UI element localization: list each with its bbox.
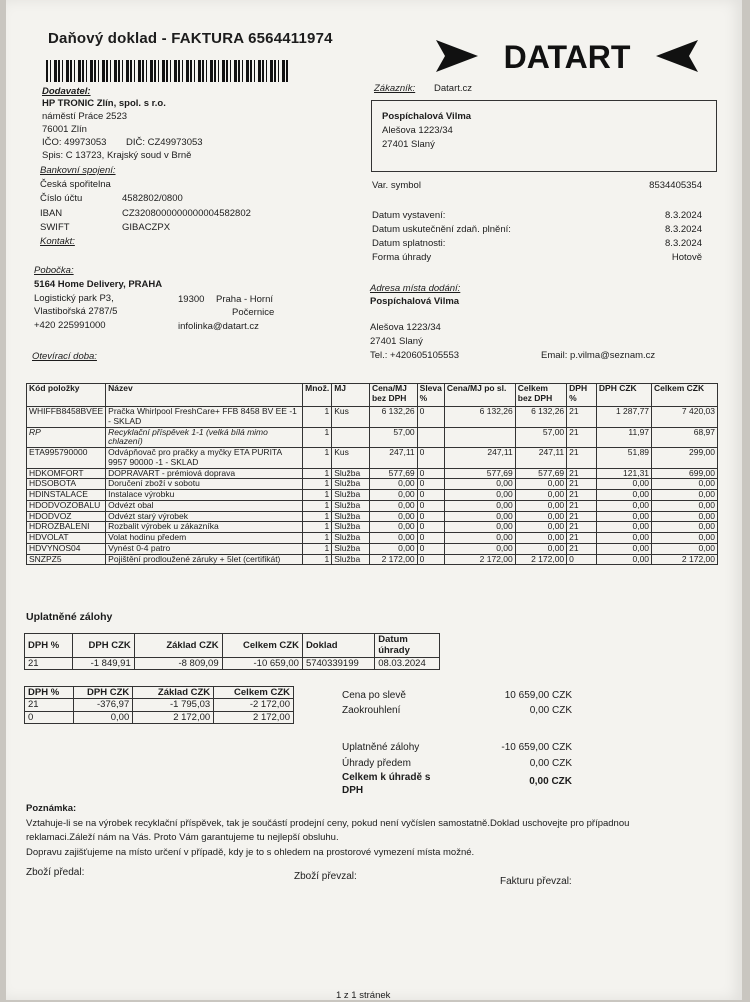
table-cell: 0	[417, 490, 444, 501]
table-cell: 0,00	[515, 522, 566, 533]
items-body	[27, 407, 718, 565]
total-label-1: Celkem k úhradě s	[342, 772, 431, 783]
vat-cell: 2 172,00	[214, 711, 294, 723]
table-cell: 0,00	[596, 490, 651, 501]
table-cell: HDKOMFORT	[27, 468, 106, 479]
table-cell: 0,00	[596, 522, 651, 533]
table-cell: 1	[303, 511, 332, 522]
table-row	[27, 448, 718, 469]
branch-name: 5164 Home Delivery, PRAHA	[34, 279, 163, 290]
bank-iban-label: IBAN	[40, 208, 63, 219]
delivery-label: Adresa místa dodání:	[370, 283, 461, 294]
table-cell: 0,00	[369, 500, 417, 511]
table-cell: 0	[417, 448, 444, 469]
paid-label: Úhrady předem	[342, 758, 411, 769]
notes-line3: Dopravu zajišťujeme na místo určení v případě, kdy je to s ohledem na prostorové vymezení místa možné.	[26, 847, 475, 858]
table-cell: 0,00	[369, 511, 417, 522]
table-row	[27, 479, 718, 490]
table-cell: 0,00	[444, 500, 515, 511]
customer-street: Alešova 1223/34	[382, 125, 453, 136]
table-cell: 0,00	[515, 479, 566, 490]
table-cell: 1	[303, 490, 332, 501]
deposit-cell: -8 809,09	[134, 657, 222, 669]
items-header-cell: Název	[106, 384, 303, 407]
deposits-header: DPH %	[25, 634, 73, 658]
branch-label: Pobočka:	[34, 265, 74, 276]
due-label: Datum splatnosti:	[372, 238, 446, 249]
table-cell: HDODVOZ	[27, 511, 106, 522]
branch-zip: 19300	[178, 294, 205, 305]
customer-address-box	[371, 100, 717, 172]
barcode	[46, 60, 288, 82]
vat-header: Celkem CZK	[214, 687, 294, 699]
applied-deposits-value: -10 659,00 CZK	[501, 742, 572, 753]
vat-cell: 2 172,00	[133, 711, 214, 723]
table-row	[27, 543, 718, 554]
table-cell: 21	[567, 543, 597, 554]
table-cell: 0,00	[515, 490, 566, 501]
goods-handed-label: Zboží předal:	[26, 867, 85, 878]
table-cell: 0,00	[515, 500, 566, 511]
table-cell: 299,00	[652, 448, 718, 469]
delivery-name: Pospíchalová Vilma	[370, 296, 460, 307]
deposits-header: DPH CZK	[73, 634, 134, 658]
vat-cell: 21	[25, 699, 74, 711]
bank-account: 4582802/0800	[122, 193, 183, 204]
table-cell: 0,00	[444, 522, 515, 533]
branch-city1: Praha - Horní	[216, 294, 274, 305]
customer-name: Pospíchalová Vilma	[382, 111, 472, 122]
customer-label: Zákazník:	[374, 83, 416, 94]
deposit-cell: 5740339199	[302, 657, 374, 669]
vat-cell: 0	[25, 711, 74, 723]
paid-value: 0,00 CZK	[529, 758, 572, 769]
deposits-row	[25, 657, 440, 669]
page-count: 1 z 1 stránek	[336, 990, 391, 1001]
table-cell	[332, 427, 370, 448]
table-cell: Kus	[332, 448, 370, 469]
table-cell: 121,31	[596, 468, 651, 479]
table-cell: 0,00	[596, 543, 651, 554]
notes-label: Poznámka:	[26, 803, 77, 814]
applied-deposits-label: Uplatněné zálohy	[342, 742, 420, 753]
notes-line1: Vztahuje-li se na výrobek recyklační příspěvek, tak je součástí prodejní ceny, pokud není vyčíslen samostatně.Doklad uschovejte pro případnou	[26, 818, 630, 829]
items-header-cell: DPH %	[567, 384, 597, 407]
table-cell: Instalace výrobku	[106, 490, 303, 501]
table-row	[27, 468, 718, 479]
table-cell: 1	[303, 533, 332, 544]
table-cell: 6 132,26	[369, 407, 417, 428]
table-cell: 68,97	[652, 427, 718, 448]
delivery-street: Alešova 1223/34	[370, 322, 441, 333]
table-cell: 21	[567, 511, 597, 522]
vat-header: DPH %	[25, 687, 74, 699]
table-cell: 577,69	[515, 468, 566, 479]
supplier-street: náměstí Práce 2523	[42, 111, 128, 122]
table-cell: 247,11	[369, 448, 417, 469]
table-cell: Služba	[332, 554, 370, 565]
table-cell: Pojištění prodloužené záruky + 5let (certifikát)	[106, 554, 303, 565]
table-row	[27, 407, 718, 428]
table-cell: 0,00	[444, 479, 515, 490]
table-cell: 1	[303, 522, 332, 533]
bank-iban: CZ3208000000000004582802	[122, 208, 251, 219]
table-cell: 2 172,00	[444, 554, 515, 565]
branch-city2: Počernice	[232, 307, 275, 318]
table-cell: 0,00	[652, 511, 718, 522]
table-cell: 0,00	[652, 500, 718, 511]
table-cell: Služba	[332, 490, 370, 501]
table-cell: Recyklační příspěvek 1-1 (velká bílá mimo chlazení)	[106, 427, 303, 448]
table-cell: 2 172,00	[369, 554, 417, 565]
table-cell: 0,00	[652, 533, 718, 544]
bank-swift: GIBACZPX	[122, 222, 171, 233]
var-symbol: 8534405354	[649, 180, 702, 191]
table-cell: 0,00	[652, 479, 718, 490]
table-cell: 1	[303, 479, 332, 490]
invoice-title: Daňový doklad - FAKTURA 6564411974	[48, 30, 333, 47]
table-cell: HDVOLAT	[27, 533, 106, 544]
table-cell: 0,00	[652, 490, 718, 501]
table-row	[27, 427, 718, 448]
table-cell: 0,00	[369, 522, 417, 533]
table-cell: Odvézt obal	[106, 500, 303, 511]
table-cell: 0,00	[652, 522, 718, 533]
vat-cell: -376,97	[73, 699, 132, 711]
table-cell: 21	[567, 533, 597, 544]
supplier-register: Spis: C 13723, Krajský soud v Brně	[42, 150, 192, 161]
table-cell: 0,00	[596, 479, 651, 490]
table-cell: SNZPZ5	[27, 554, 106, 565]
table-cell: 0	[417, 543, 444, 554]
table-cell: 247,11	[444, 448, 515, 469]
table-cell: 699,00	[652, 468, 718, 479]
invoice-paper	[6, 0, 742, 1000]
table-cell: 0,00	[652, 543, 718, 554]
items-header-cell: DPH CZK	[596, 384, 651, 407]
table-cell: ETA995790000	[27, 448, 106, 469]
table-cell: 1	[303, 543, 332, 554]
items-table	[26, 383, 718, 565]
bank-swift-label: SWIFT	[40, 222, 70, 233]
table-cell: 0	[417, 522, 444, 533]
table-cell: Volat hodinu předem	[106, 533, 303, 544]
table-cell: Služba	[332, 500, 370, 511]
after-discount-label: Cena po slevě	[342, 690, 406, 701]
deposits-header: Doklad	[302, 634, 374, 658]
vat-cell: 0,00	[73, 711, 132, 723]
table-cell: 0,00	[369, 543, 417, 554]
items-header-cell: Cena/MJ po sl.	[444, 384, 515, 407]
table-cell: 57,00	[369, 427, 417, 448]
items-header-cell: Celkem bez DPH	[515, 384, 566, 407]
notes-line2: reklamaci.Záleží nám na Vás. Proto Vám garantujeme tu nejlepší obsluhu.	[26, 832, 339, 843]
supplier-dic: DIČ: CZ49973053	[126, 137, 203, 148]
due-date: 8.3.2024	[665, 238, 702, 249]
table-cell: Služba	[332, 511, 370, 522]
table-cell: Kus	[332, 407, 370, 428]
items-header-cell: Cena/MJ bez DPH	[369, 384, 417, 407]
branch-phone: +420 225991000	[34, 320, 106, 331]
vat-row	[25, 699, 294, 711]
table-cell: 0	[417, 511, 444, 522]
bank-name: Česká spořitelna	[40, 179, 111, 190]
customer-city: 27401 Slaný	[382, 139, 435, 150]
table-cell: Rozbalit výrobek u zákazníka	[106, 522, 303, 533]
table-cell: Doručení zboží v sobotu	[106, 479, 303, 490]
table-cell: Služba	[332, 479, 370, 490]
table-cell: Vynést 0-4 patro	[106, 543, 303, 554]
table-cell: 11,97	[596, 427, 651, 448]
table-cell: 0	[417, 554, 444, 565]
table-cell: 2 172,00	[515, 554, 566, 565]
taxable-label: Datum uskutečnění zdaň. plnění:	[372, 224, 511, 235]
table-cell: 21	[567, 490, 597, 501]
table-row	[27, 490, 718, 501]
table-cell: 0	[417, 533, 444, 544]
table-cell: 247,11	[515, 448, 566, 469]
table-cell	[444, 427, 515, 448]
deposit-cell: 08.03.2024	[375, 657, 440, 669]
deposit-cell: 21	[25, 657, 73, 669]
table-cell: 2 172,00	[652, 554, 718, 565]
table-cell: 21	[567, 500, 597, 511]
table-cell: 21	[567, 468, 597, 479]
table-cell: Odvápňovač pro pračky a myčky ETA PURITA 9957 90000 -1 - SKLAD	[106, 448, 303, 469]
deposits-title: Uplatněné zálohy	[26, 611, 113, 623]
taxable-date: 8.3.2024	[665, 224, 702, 235]
table-cell: 1	[303, 554, 332, 565]
branch-street2: Vlastibořská 2787/5	[34, 306, 118, 317]
table-cell: 0	[417, 468, 444, 479]
issued-label: Datum vystavení:	[372, 210, 446, 221]
table-cell: 1	[303, 468, 332, 479]
table-cell: Služba	[332, 468, 370, 479]
vat-header: DPH CZK	[73, 687, 132, 699]
table-cell: 21	[567, 479, 597, 490]
delivery-phone: Tel.: +420605105553	[370, 350, 460, 361]
table-cell: 1	[303, 500, 332, 511]
deposit-cell: -1 849,91	[73, 657, 134, 669]
deposits-table	[24, 633, 440, 670]
branch-email: infolinka@datart.cz	[178, 321, 259, 332]
table-row	[27, 522, 718, 533]
table-cell: 7 420,03	[652, 407, 718, 428]
table-cell: 0,00	[515, 533, 566, 544]
table-cell: 0	[567, 554, 597, 565]
table-cell: 1	[303, 407, 332, 428]
items-header-cell: Množ.	[303, 384, 332, 407]
vat-cell: -1 795,03	[133, 699, 214, 711]
table-cell: 0,00	[444, 490, 515, 501]
total-label-2: DPH	[342, 785, 364, 796]
table-cell: 0,00	[596, 533, 651, 544]
payment-method: Hotově	[671, 252, 702, 263]
table-cell: WHIFFB8458BVEE	[27, 407, 106, 428]
table-cell: 6 132,26	[515, 407, 566, 428]
table-cell: 1 287,77	[596, 407, 651, 428]
table-cell: 0	[417, 407, 444, 428]
table-cell: HDSOBOTA	[27, 479, 106, 490]
table-cell: Odvézt starý výrobek	[106, 511, 303, 522]
table-cell: 0,00	[515, 511, 566, 522]
vat-header: Základ CZK	[133, 687, 214, 699]
table-cell: 1	[303, 448, 332, 469]
table-cell: HDVYNOS04	[27, 543, 106, 554]
table-cell: 57,00	[515, 427, 566, 448]
after-discount-value: 10 659,00 CZK	[504, 690, 572, 701]
issued-date: 8.3.2024	[665, 210, 702, 221]
table-cell: 0,00	[596, 500, 651, 511]
supplier-ico: IČO: 49973053	[42, 137, 107, 148]
table-cell: 0,00	[596, 511, 651, 522]
table-cell: 21	[567, 522, 597, 533]
table-cell: 1	[303, 427, 332, 448]
table-cell: 51,89	[596, 448, 651, 469]
datart-logo	[436, 36, 698, 76]
table-cell: 21	[567, 407, 597, 428]
supplier-label: Dodavatel:	[42, 86, 91, 97]
table-cell: Služba	[332, 543, 370, 554]
table-cell	[417, 427, 444, 448]
vat-row	[25, 711, 294, 723]
delivery-email: Email: p.vilma@seznam.cz	[541, 350, 656, 361]
goods-received-label: Zboží převzal:	[294, 871, 357, 882]
vat-cell: -2 172,00	[214, 699, 294, 711]
rounding-value: 0,00 CZK	[529, 705, 572, 716]
supplier-city: 76001 Zlín	[42, 124, 87, 135]
var-symbol-label: Var. symbol	[372, 180, 421, 191]
deposit-cell: -10 659,00	[222, 657, 302, 669]
table-cell: Služba	[332, 522, 370, 533]
customer-value: Datart.cz	[434, 83, 473, 94]
table-cell: Služba	[332, 533, 370, 544]
deposits-header: Datum úhrady	[375, 634, 440, 658]
table-cell: 0,00	[369, 479, 417, 490]
table-cell: RP	[27, 427, 106, 448]
supplier-name: HP TRONIC Zlín, spol. s r.o.	[42, 98, 166, 109]
payment-method-label: Forma úhrady	[372, 252, 432, 263]
rounding-label: Zaokrouhlení	[342, 705, 401, 716]
bank-label: Bankovní spojení:	[40, 165, 116, 176]
items-header-cell: MJ	[332, 384, 370, 407]
items-header-cell: Kód položky	[27, 384, 106, 407]
table-cell: Pračka Whirlpool FreshCare+ FFB 8458 BV EE -1 - SKLAD	[106, 407, 303, 428]
table-cell: 0,00	[444, 511, 515, 522]
deposits-header: Základ CZK	[134, 634, 222, 658]
table-cell: 0,00	[596, 554, 651, 565]
table-cell: 0	[417, 500, 444, 511]
table-cell: 0,00	[444, 533, 515, 544]
opening-hours-label: Otevírací doba:	[32, 351, 97, 362]
items-header-cell: Celkem CZK	[652, 384, 718, 407]
items-header-row	[27, 384, 718, 407]
invoice-received-label: Fakturu převzal:	[500, 876, 572, 887]
table-cell: 21	[567, 448, 597, 469]
table-cell: 577,69	[444, 468, 515, 479]
table-cell: HDINSTALACE	[27, 490, 106, 501]
total-value: 0,00 CZK	[529, 776, 572, 787]
table-cell: 0,00	[369, 490, 417, 501]
bank-account-label: Číslo účtu	[40, 193, 83, 204]
items-header-cell: Sleva %	[417, 384, 444, 407]
table-cell: 0,00	[515, 543, 566, 554]
table-cell: 0,00	[369, 533, 417, 544]
table-cell: 6 132,26	[444, 407, 515, 428]
table-cell: 21	[567, 427, 597, 448]
vat-summary-table	[24, 686, 294, 724]
table-row	[27, 533, 718, 544]
table-cell: HDODVOZOBALU	[27, 500, 106, 511]
table-row	[27, 511, 718, 522]
branch-street1: Logistický park P3,	[34, 293, 114, 304]
table-cell: DOPRAVART - prémiová doprava	[106, 468, 303, 479]
table-cell: 0	[417, 479, 444, 490]
logo-text: DATART	[503, 39, 631, 75]
table-cell: 0,00	[444, 543, 515, 554]
table-row	[27, 554, 718, 565]
delivery-city: 27401 Slaný	[370, 336, 423, 347]
table-cell: 577,69	[369, 468, 417, 479]
deposits-header: Celkem CZK	[222, 634, 302, 658]
contact-label: Kontakt:	[40, 236, 75, 247]
table-cell: HDROZBALENI	[27, 522, 106, 533]
table-row	[27, 500, 718, 511]
